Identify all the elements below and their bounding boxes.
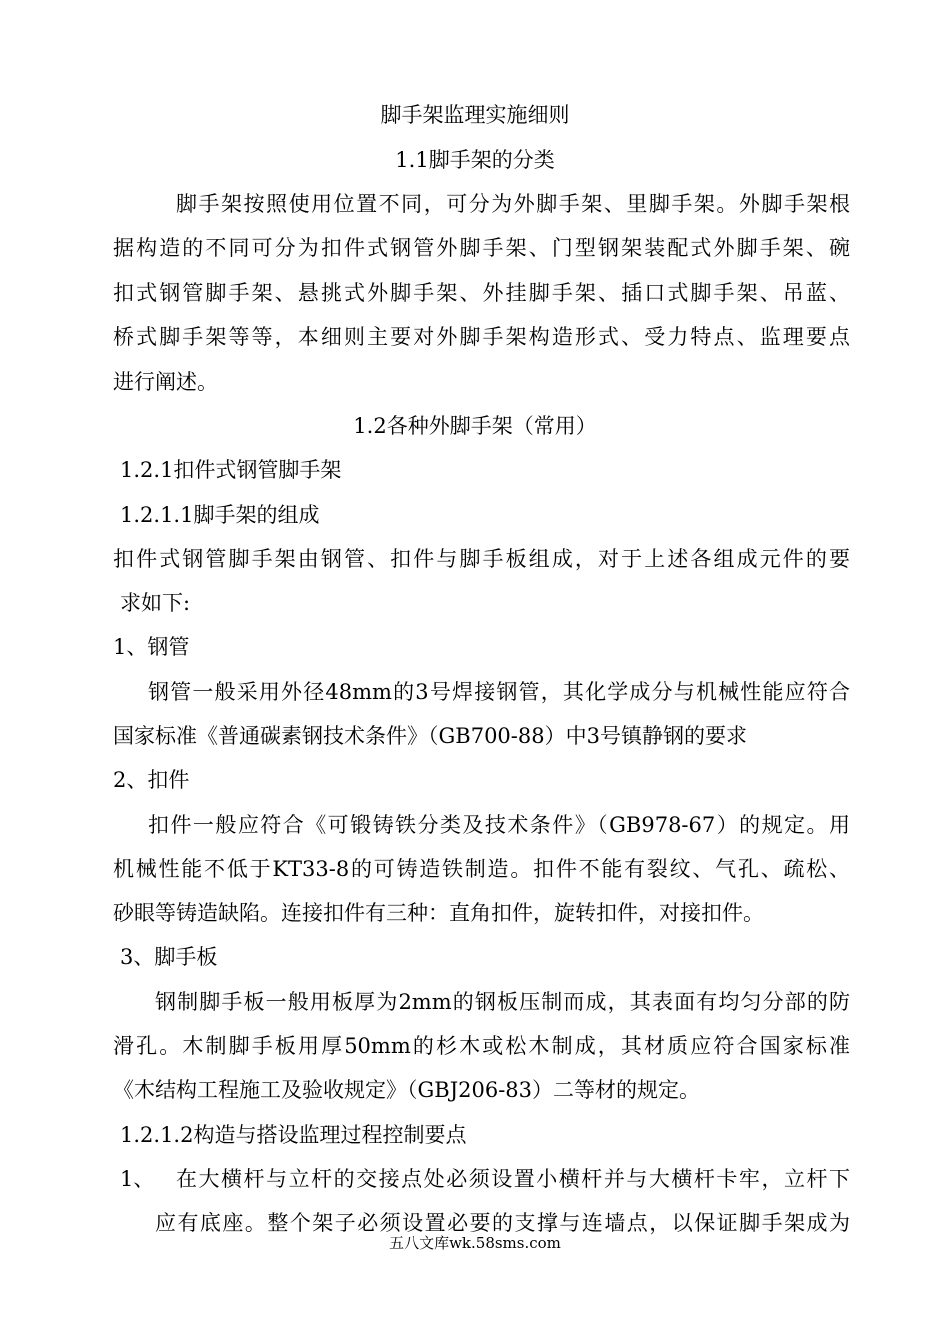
paragraph-line: 钢管一般采用外径48mm的3号焊接钢管，其化学成分与机械性能应符合 xyxy=(148,680,850,704)
document-title: 脚手架监理实施细则 xyxy=(380,103,570,127)
paragraph-line: 扣件式钢管脚手架由钢管、扣件与脚手板组成，对于上述各组成元件的要 xyxy=(113,547,850,571)
paragraph-line: 据构造的不同可分为扣件式钢管外脚手架、门型钢架装配式外脚手架、碗 xyxy=(113,236,850,260)
item-title-scaffold-board: 3、脚手板 xyxy=(120,945,218,969)
section-heading-1-2-1: 1.2.1扣件式钢管脚手架 xyxy=(120,458,342,482)
section-heading-1-1: 1.1脚手架的分类 xyxy=(395,148,555,172)
paragraph-line: 钢制脚手板一般用板厚为2mm的钢板压制而成，其表面有均匀分部的防 xyxy=(155,990,850,1014)
list-number: 1、 xyxy=(120,1167,155,1191)
footer-watermark: 五八文库wk.58sms.com xyxy=(389,1234,561,1252)
item-title-fastener: 2、扣件 xyxy=(113,768,190,792)
paragraph-line: 求如下: xyxy=(120,591,191,615)
paragraph-line: 滑孔。木制脚手板用厚50mm的杉木或松木制成，其材质应符合国家标准 xyxy=(113,1034,850,1058)
paragraph-line: 脚手架按照使用位置不同，可分为外脚手架、里脚手架。外脚手架根 xyxy=(176,192,850,216)
paragraph-line: 国家标准《普通碳素钢技术条件》（GB700-88）中3号镇静钢的要求 xyxy=(113,724,747,748)
paragraph-line: 应有底座。整个架子必须设置必要的支撑与连墙点，以保证脚手架成为 xyxy=(155,1211,850,1235)
section-heading-1-2: 1.2各种外脚手架（常用） xyxy=(353,414,597,438)
section-heading-1-2-1-1: 1.2.1.1脚手架的组成 xyxy=(120,503,320,527)
paragraph-line: 《木结构工程施工及验收规定》（GBJ206-83）二等材的规定。 xyxy=(113,1078,701,1102)
paragraph-line: 砂眼等铸造缺陷。连接扣件有三种：直角扣件，旋转扣件，对接扣件。 xyxy=(113,901,764,925)
paragraph-line: 在大横杆与立杆的交接点处必须设置小横杆并与大横杆卡牢，立杆下 xyxy=(176,1167,850,1191)
paragraph-line: 机械性能不低于KT33-8的可铸造铁制造。扣件不能有裂纹、气孔、疏松、 xyxy=(113,857,850,881)
paragraph-line: 进行阐述。 xyxy=(113,370,218,394)
item-title-steel-pipe: 1、钢管 xyxy=(113,635,190,659)
paragraph-line: 桥式脚手架等等，本细则主要对外脚手架构造形式、受力特点、监理要点 xyxy=(113,325,850,349)
paragraph-line: 扣件一般应符合《可锻铸铁分类及技术条件》（GB978-67）的规定。用 xyxy=(148,813,850,837)
paragraph-line: 扣式钢管脚手架、悬挑式外脚手架、外挂脚手架、插口式脚手架、吊蓝、 xyxy=(113,281,850,305)
section-heading-1-2-1-2: 1.2.1.2构造与搭设监理过程控制要点 xyxy=(120,1123,467,1147)
